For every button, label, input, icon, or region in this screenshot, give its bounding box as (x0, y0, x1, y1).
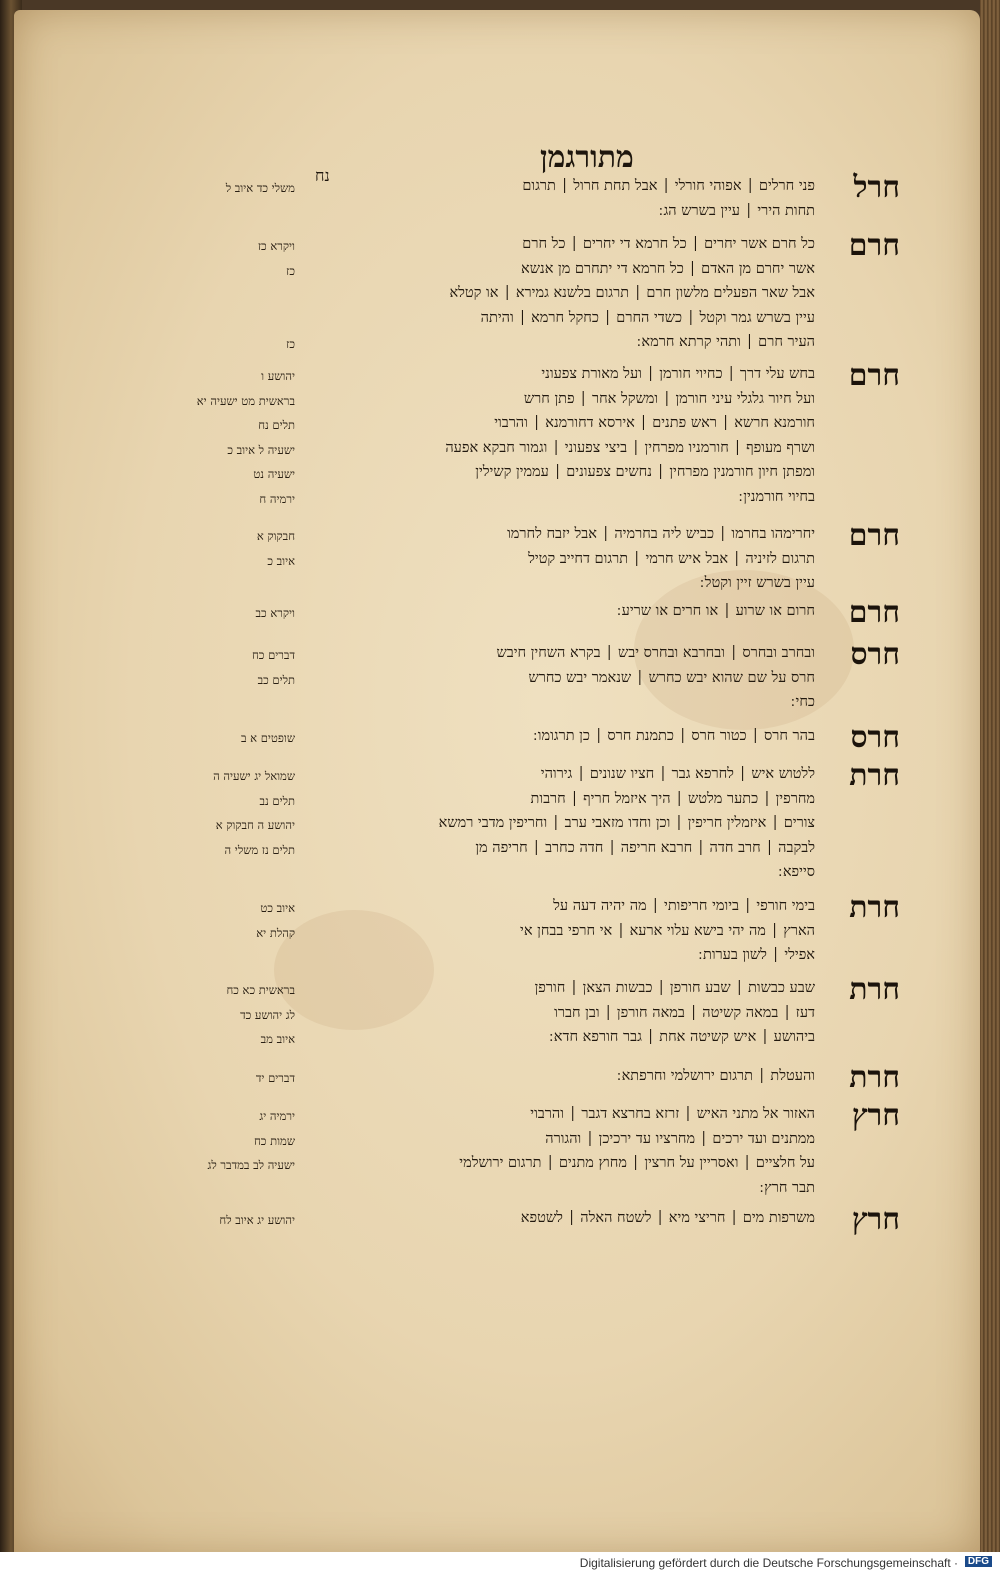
entry-line: אבל שאר הפעלים מלשון חרם ׀ תרגום בלשנא גמירא ׀ או קטלא (449, 285, 815, 301)
entry-line: תחות הירי ׀ עיין בשרש הג ׃ (658, 202, 815, 219)
entry-citation: ישעיה נט (253, 467, 295, 481)
entry-citation: כז (286, 263, 295, 278)
entry-headword: חרם (848, 358, 900, 393)
entry-line: משרפות מים ׀ חריצי מיא ׀ לשטח האלה ׀ לשטפא (520, 1210, 815, 1226)
entry-citation: חבקוק א (256, 529, 295, 543)
entry-line: מחרפין ׀ כתער מלטש ׀ היך איזמל חריף ׀ חרבות (530, 790, 815, 807)
entry-citation: איוב כ (267, 553, 295, 568)
entry-citation: ירמיה ח (259, 491, 295, 506)
entry-line: כחי ׃ (790, 694, 815, 710)
entry-line: חרס על שם שהוא יבש כחרש ׀ שנאמר יבש כחרש (528, 669, 815, 686)
entry-citation: תלים נז משלי ה (224, 842, 295, 857)
entry-citation: בראשית כא כח (226, 983, 295, 997)
entry-headword: חרת (849, 1060, 900, 1095)
entry-citation: דברים כח (252, 648, 295, 662)
entry-line: שבע כבשות ׀ שבע חורפן ׀ כבשות הצאן ׀ חורפן (534, 980, 815, 996)
entry-line: ועל חיור גלגלי עיני חורמן ׀ ומשקל אחר ׀ פתן חרש (523, 390, 815, 407)
entry-line: האזור אל מתני האיש ׀ זרזא בחרצא דגבר ׀ והרבוי (530, 1106, 815, 1122)
entry-citation: קהלת יא (256, 925, 295, 940)
entry-headword: חרס (850, 720, 900, 755)
entry-citation: לג יהושע כד (240, 1007, 295, 1022)
entry-citation: יהושע ו (261, 369, 295, 383)
entry-line: בימי חורפי ׀ ביומי חריפותי ׀ מה יהיה דעה על (553, 898, 815, 914)
entry-line: לבקבה ׀ חרב חדה ׀ חרבא חריפה ׀ חדה כחרב ׀ חריפה מן (475, 839, 815, 856)
entry-headword: חרת (849, 890, 900, 925)
entry-line: דעז ׀ במאה קשיטה ׀ במאה חורפן ׀ ובן חברו (554, 1004, 815, 1021)
entry-headword: חרת (849, 972, 900, 1007)
entry-line: עיין בשרש זיין וקטל ׃ (700, 575, 815, 591)
entry-line: בהר חרס ׀ כטור חרס ׀ כתמנת חרס ׀ כן תרגומו ׃ (533, 728, 815, 744)
entry-headword: חרם (848, 518, 900, 553)
entry-line: ביהושע ׀ איש קשיטה אחת ׀ גבר חורפא חדא ׃ (549, 1029, 815, 1045)
entry-line: חרום או שרוע ׀ או חרים או שריע ׃ (617, 603, 815, 619)
entry-line: והעטלת ׀ תרגום ירושלמי וחרפתא ׃ (617, 1068, 815, 1084)
entry-line: אשר יחרם מן האדם ׀ כל חרמא די יתחרם מן אנשא (521, 260, 815, 277)
entry-line: פני חרלים ׀ אפוהי חורלי ׀ אבל תחת חרול ׀ תרגום (522, 178, 815, 194)
entry-line: כל חרם אשר יחרים ׀ כל חרמא די יחרים ׀ כל חרם (522, 236, 815, 252)
entry-line: על חלציים ׀ ואסריין על חרצין ׀ מחוץ מתנים ׀ תרגום ירושלמי (459, 1155, 815, 1171)
entry-line: העיר חרם ׀ ותהי קרתא חרמא ׃ (636, 334, 815, 350)
digitization-footer (0, 1552, 1000, 1574)
entry-headword: חרם (848, 228, 900, 263)
entry-line: יחרימהו בחרמו ׀ כביש ליה בחרמיה ׀ אבל יזבח לחרמו (507, 526, 815, 542)
folio-number: נח (315, 166, 330, 185)
entry-headword: חרם (848, 595, 900, 630)
entry-citation: תלים נח (258, 418, 295, 432)
entry-line: ובחרב ובחרס ׀ ובחרבא ובחרס יבש ׀ בקרא השחין חיבש (496, 645, 815, 661)
entry-citation: שמואל יג ישעיה ה (213, 769, 295, 783)
entry-citation: תלים כב (257, 672, 295, 687)
entry-citation: איוב כט (260, 901, 295, 915)
entry-line: ושרף מעופף ׀ חורמניו מפרחין ׀ ביצי צפעוני ׀ וגמור חבקא אפעה (445, 439, 815, 456)
entry-citation: יהושע ה חבקוק א (215, 818, 295, 832)
entry-line: עיין בשרש גמר וקטל ׀ כשדי החרם ׀ כחקל חרמא ׀ והיתה (480, 309, 815, 326)
entry-citation: ויקרא כז (257, 239, 295, 253)
entry-line: ממתנים ועד ירכים ׀ מחרציו עד ירכיכן ׀ והגורה (545, 1130, 815, 1147)
entry-citation: כז (286, 337, 295, 351)
entry-citation: יהושע יג איוב לח (219, 1213, 295, 1227)
entry-headword: חרץ (851, 1202, 900, 1237)
entry-citation: שמות כח (254, 1133, 295, 1148)
entry-line: הארץ ׀ מה יהי בישא עלוי ארעא ׀ אי חרפי בבחן אי (520, 922, 815, 939)
entry-citation: ישעיה ל איוב כ (227, 442, 295, 457)
entry-line: חורמנא חרשא ׀ ראש פתנים ׀ אירסא דחורמנא ׀ והרבוי (494, 415, 815, 431)
entry-citation: ישעיה לב במדבר לג (207, 1158, 295, 1172)
entry-citation: בראשית מט ישעיה יא (196, 393, 295, 408)
entry-line: ללטוש איש ׀ לחרפא גבר ׀ חציו שנונים ׀ גירוהי (540, 766, 815, 782)
entry-line: בחיוי חורמנין ׃ (738, 488, 815, 505)
entry-line: תרגום לזיניה ׀ אבל איש חרמי ׀ תרגום דחייב קטיל (528, 550, 815, 567)
page-title: מתורגמן (540, 140, 634, 175)
entry-line: צורים ׀ איזמלין חריפין ׀ וכן וחדו מזאבי ערב ׀ וחריפין מדבי רמשא (438, 815, 815, 831)
entry-line: בחש עלי דרך ׀ כחיוי חורמן ׀ ועל מאורת צפעוני (541, 366, 815, 382)
entry-citation: דברים יד (255, 1071, 295, 1085)
dfg-logo: DFG (965, 1556, 992, 1567)
entry-citation: ירמיה יג (259, 1109, 295, 1123)
entry-citation: משלי כד איוב ל (225, 181, 295, 195)
entry-line: ומפתן חיון חורמנין מפרחין ׀ נחשים צפעונים ׀ עממין קשילין (475, 464, 815, 480)
entry-line: אפילי ׀ לשון בערות ׃ (698, 947, 815, 963)
footer-credit: Digitalisierung gefördert durch die Deutsche Forschungsgemeinschaft · (579, 1556, 958, 1570)
entry-citation: שופטים א ב (240, 731, 295, 745)
entry-headword: חרת (849, 758, 900, 793)
entry-headword: חרס (850, 637, 900, 672)
entry-line: תבר חרץ ׃ (759, 1179, 815, 1196)
entry-citation: איוב מב (260, 1032, 295, 1046)
entry-line: סייפא ׃ (778, 864, 815, 880)
page-edges (980, 0, 1000, 1574)
entry-headword: חרץ (851, 1098, 900, 1133)
entry-citation: ויקרא כב (255, 606, 295, 620)
entry-headword: חרל (853, 170, 900, 205)
entry-citation: תלים נב (259, 793, 295, 808)
